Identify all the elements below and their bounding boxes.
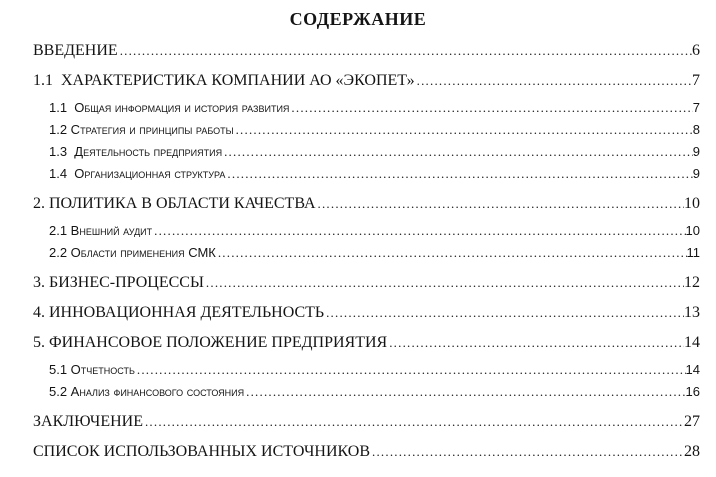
toc-entry-deyatelnost[interactable] [49,144,700,160]
toc-entry-page: 27 [684,413,700,430]
toc-entry-label: ЗАКЛЮЧЕНИЕ [33,413,143,430]
dot-leader [206,273,684,292]
toc-entry-label: 3. БИЗНЕС-ПРОЦЕССЫ [33,274,204,291]
toc-entry-label: СПИСОК ИСПОЛЬЗОВАННЫХ ИСТОЧНИКОВ [33,443,371,460]
toc-entry-label: 1.4 Организационная структура [49,166,226,181]
toc-entry-label: 4. ИННОВАЦИОННАЯ ДЕЯТЕЛЬНОСТЬ [33,304,325,321]
toc-entry-page: 14 [685,362,700,377]
toc-entry-spisok-istochnikov[interactable] [33,442,700,461]
toc-entry-label: 2.2 Области применения СМК [49,245,216,260]
toc-entry-page: 7 [692,72,700,89]
dot-leader [145,412,684,431]
toc-entry-label: 2.1 Внешний аудит [49,223,153,238]
toc-entry-finansovoe-polozhenie[interactable] [33,333,700,352]
toc-entry-oblasti-smk[interactable] [49,245,700,261]
toc-entry-page: 7 [692,100,700,115]
dot-leader [389,333,684,352]
toc-entry-page: 12 [684,274,700,291]
toc-entry-label: 1.1 Общая информация и история развития [49,100,290,115]
toc-entry-label: 5.1 Отчетность [49,362,135,377]
toc-entry-page: 10 [684,195,700,212]
page-title: СОДЕРЖАНИЕ [289,9,427,29]
toc-entry-label: 1.2 Стратегия и принципы работы [49,122,234,137]
toc-entry-page: 11 [686,245,700,260]
toc-entry-label: ВВЕДЕНИЕ [33,42,118,59]
toc-entry-page: 14 [684,334,700,351]
toc-entry-page: 9 [692,166,700,181]
toc-entry-innovatsionnaya[interactable] [33,303,700,322]
toc-entry-page: 13 [684,304,700,321]
toc-entry-label: 1.3 Деятельность предприятия [49,144,223,159]
toc-entry-obshchaya-informatsiya[interactable] [49,100,700,116]
toc-entry-page: 16 [685,384,700,399]
toc-entry-page: 10 [685,223,700,238]
toc-entry-page: 8 [692,122,700,137]
toc-entry-page: 28 [684,443,700,460]
dot-leader [417,71,692,90]
toc-entry-zaklyuchenie[interactable] [33,412,700,431]
toc-entry-label: 5. ФИНАНСОВОЕ ПОЛОЖЕНИЕ ПРЕДПРИЯТИЯ [33,334,388,351]
dot-leader [372,442,684,461]
dot-leader [227,166,692,182]
dot-leader [224,144,693,160]
toc-entry-biznes-protsessy[interactable] [33,273,700,292]
dot-leader [236,122,693,138]
toc-entry-label: 1.1 ХАРАКТЕРИСТИКА КОМПАНИИ АО «ЭКОПЕТ» [33,72,415,89]
toc-entry-otchetnost[interactable] [49,362,700,378]
toc-entry-page: 6 [692,42,700,59]
dot-leader [137,362,686,378]
dot-leader [291,100,692,116]
dot-leader [120,41,692,60]
toc-entry-analiz-finsostoyaniya[interactable] [49,384,700,400]
toc-entry-page: 9 [692,144,700,159]
toc-entry-vneshnij-audit[interactable] [49,223,700,239]
toc-entry-vvedenie[interactable] [33,41,700,60]
toc-entry-strategiya[interactable] [49,122,700,138]
dot-leader [246,384,685,400]
toc-entry-harakteristika[interactable] [33,71,700,90]
toc-entry-label: 5.2 Анализ финансового состояния [49,384,245,399]
toc-entry-politika-kachestva[interactable] [33,194,700,213]
dot-leader [326,303,684,322]
dot-leader [318,194,684,213]
dot-leader [218,245,687,261]
toc-entry-org-struktura[interactable] [49,166,700,182]
dot-leader [154,223,685,239]
toc-entry-label: 2. ПОЛИТИКА В ОБЛАСТИ КАЧЕСТВА [33,195,316,212]
